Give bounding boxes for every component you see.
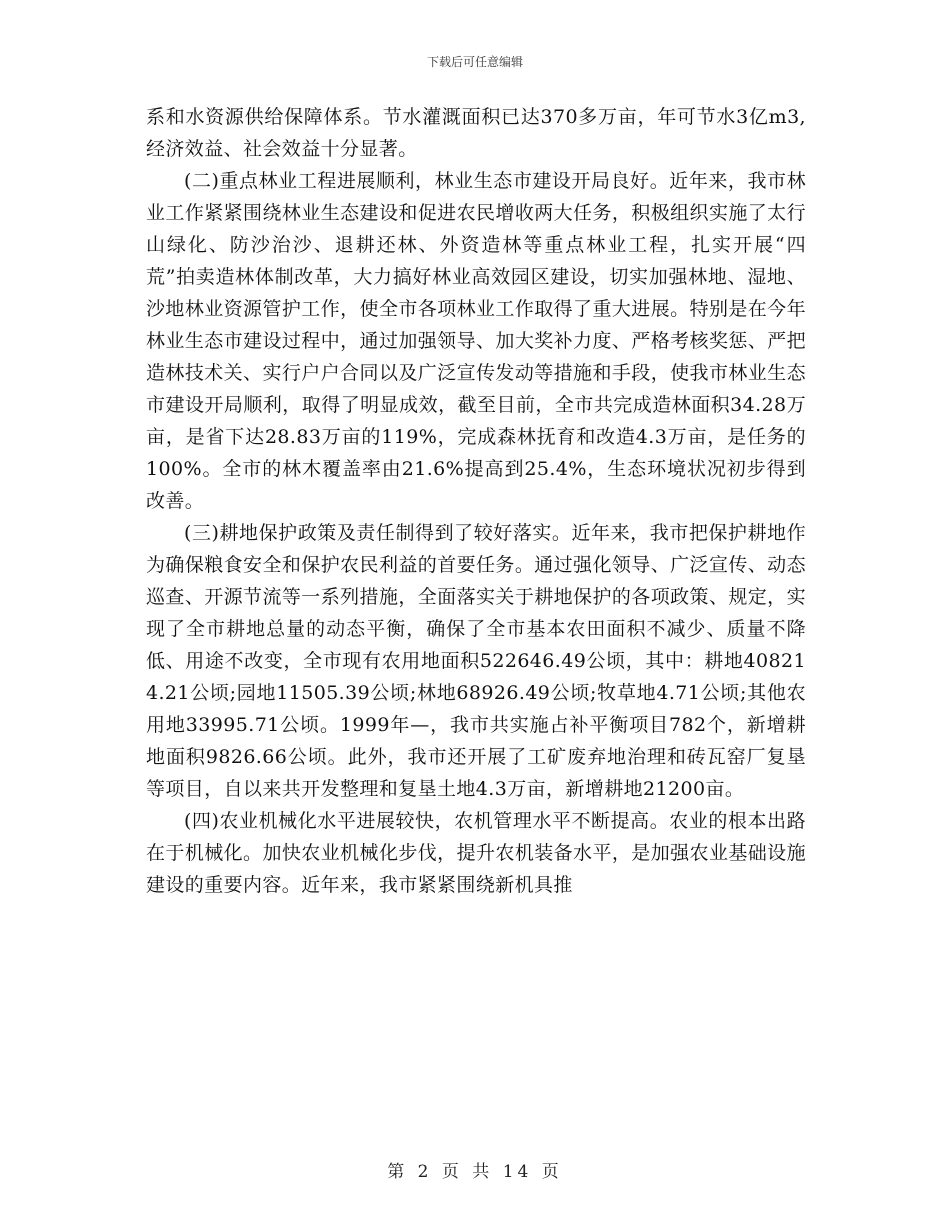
page-header: 下载后可任意编辑 — [426, 55, 523, 69]
paragraph-farmland: (三)耕地保护政策及责任制得到了较好落实。近年来，我市把保护耕地作为确保粮食安全和保护农民利益的首要任务。通过强化领导、广泛宣传、动态巡查、开源节流等一系列措施，全面落实关于耕地保护的各项政策、规定，实现了全市耕地总量的动态平衡，确保了全市基本农田面积不减少、质量不降低、用途不改变，全市现有农用地面积522646.49公顷，其中：耕地408214.21公顷;园地11505.39公顷;林地68926.49公顷;牧草地4.71公顷;其他农用地33995.71公顷。1999年—，我市共实施占补平衡项目782个，新增耕地面积9826.66公顷。此外，我市还开展了工矿废弃地治理和砖瓦窑厂复垦等项目，自以来共开发整理和复垦土地4.3万亩，新增耕地21200亩。 — [146, 522, 806, 800]
paragraph-continued: 系和水资源供给保障体系。节水灌溉面积已达370多万亩，年可节水3亿m3,经济效益、社会效益十分显著。 — [146, 106, 806, 160]
page-number: 第 2 页 共 14 页 — [387, 1162, 563, 1182]
paragraph-mechanization: (四)农业机械化水平进展较快，农机管理水平不断提高。农业的根本出路在于机械化。加快农业机械化步伐，提升农机装备水平，是加强农业基础设施建设的重要内容。近年来，我市紧紧围绕新机具推 — [146, 810, 806, 896]
document-body — [146, 101, 806, 901]
paragraph-forestry: (二)重点林业工程进展顺利，林业生态市建设开局良好。近年来，我市林业工作紧紧围绕林业生态建设和促进农民增收两大任务，积极组织实施了太行山绿化、防沙治沙、退耕还林、外资造林等重点林业工程，扎实开展“四荒”拍卖造林体制改革，大力搞好林业高效园区建设，切实加强林地、湿地、沙地林业资源管护工作，使全市各项林业工作取得了重大进展。特别是在今年林业生态市建设过程中，通过加强领导、加大奖补力度、严格考核奖惩、严把造林技术关、实行户户合同以及广泛宣传发动等措施和手段，使我市林业生态市建设开局顺利，取得了明显成效，截至目前，全市共完成造林面积34.28万亩，是省下达28.83万亩的119%，完成森林抚育和改造4.3万亩，是任务的100%。全市的林木覆盖率由21.6%提高到25.4%，生态环境状况初步得到改善。 — [146, 170, 806, 512]
